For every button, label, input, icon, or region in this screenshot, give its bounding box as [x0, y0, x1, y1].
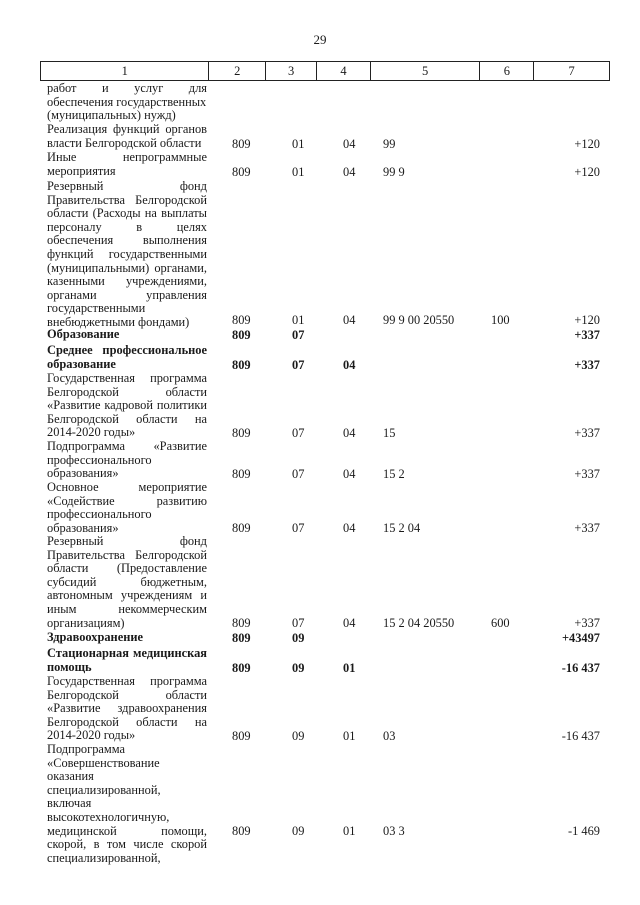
table-row [40, 344, 610, 373]
cell-code: 809 [232, 616, 251, 631]
header-col-2: 2 [209, 62, 266, 80]
cell-sum: -16 437 [561, 729, 600, 744]
table-row [40, 372, 610, 441]
header-col-5: 5 [371, 62, 481, 80]
row-description: Реализация функций органов власти Белгородской области [47, 122, 207, 150]
cell-code: 809 [232, 165, 251, 180]
cell-section: 09 [292, 661, 305, 676]
table-row [40, 82, 610, 123]
cell-code: 809 [232, 729, 251, 744]
header-col-6: 6 [480, 62, 534, 80]
header-col-4: 4 [317, 62, 371, 80]
row-description: Резервный фонд Правительства Белгородской области (Расходы на выплаты персоналу в целях обеспечения выполнения функций государственными (муниципальными) органами, казенными учреждениями, органами управления государственными внебюджетными фондами) [47, 179, 207, 329]
cell-type: 100 [491, 313, 510, 328]
cell-subsection: 04 [343, 426, 356, 441]
table-row [40, 675, 610, 744]
cell-target: 03 3 [383, 824, 405, 839]
row-description: Резервный фонд Правительства Белгородской области (Предоставление субсидий бюджетным, автономным учреждениям и иным некоммерческим организациям) [47, 534, 207, 630]
cell-target: 15 2 04 20550 [383, 616, 455, 631]
cell-section: 09 [292, 631, 305, 646]
header-col-3: 3 [266, 62, 317, 80]
row-description: Государственная программа Белгородской области «Развитие кадровой политики Белгородской области на 2014-2020 годы» [47, 371, 207, 440]
cell-code: 809 [232, 467, 251, 482]
cell-code: 809 [232, 426, 251, 441]
cell-section: 07 [292, 328, 305, 343]
row-description: Здравоохранение [47, 630, 143, 644]
row-description: Подпрограмма «Развитие профессионального образования» [47, 439, 207, 481]
row-description: работ и услуг для обеспечения государственных (муниципальных) нужд) [47, 81, 207, 123]
cell-section: 09 [292, 729, 305, 744]
table-row [40, 180, 610, 328]
cell-sum: -1 469 [567, 824, 600, 839]
cell-section: 07 [292, 358, 305, 373]
table-row [40, 328, 610, 343]
cell-subsection: 01 [343, 661, 356, 676]
cell-target: 03 [383, 729, 396, 744]
row-description: Основное мероприятие «Содействие развитию профессионального образования» [47, 480, 207, 535]
cell-target: 15 2 04 [383, 521, 421, 536]
cell-type: 600 [491, 616, 510, 631]
cell-sum: -16 437 [561, 661, 600, 676]
cell-code: 809 [232, 328, 251, 343]
cell-subsection: 04 [343, 521, 356, 536]
table-row [40, 742, 610, 865]
row-description: Стационарная медицинская помощь [47, 646, 207, 674]
cell-subsection: 01 [343, 824, 356, 839]
row-description: Подпрограмма «Совершенствование оказания специализированной, включая высокотехнологичную, медицинской помощи, скорой, в том числе скорой специализированной, [47, 742, 207, 865]
cell-sum: +337 [574, 426, 600, 441]
cell-target: 99 9 [383, 165, 405, 180]
page-number: 29 [313, 32, 327, 47]
cell-sum: +337 [574, 467, 600, 482]
cell-subsection: 04 [343, 165, 356, 180]
cell-subsection: 04 [343, 137, 356, 152]
cell-sum: +120 [574, 313, 600, 328]
row-description: Среднее профессиональное образование [47, 343, 207, 371]
cell-target: 15 [383, 426, 396, 441]
cell-sum: +337 [574, 616, 600, 631]
cell-section: 09 [292, 824, 305, 839]
cell-subsection: 01 [343, 729, 356, 744]
cell-section: 07 [292, 521, 305, 536]
cell-sum: +43497 [561, 631, 600, 646]
cell-section: 07 [292, 467, 305, 482]
cell-target: 99 [383, 137, 396, 152]
header-col-7: 7 [568, 63, 575, 78]
row-description: Государственная программа Белгородской области «Развитие здравоохранения Белгородской области на 2014-2020 годы» [47, 674, 207, 743]
cell-sum: +337 [574, 328, 600, 343]
table-row [40, 481, 610, 536]
cell-code: 809 [232, 137, 251, 152]
table-row [40, 440, 610, 482]
cell-code: 809 [232, 824, 251, 839]
table-header [40, 61, 610, 81]
cell-code: 809 [232, 631, 251, 646]
cell-section: 01 [292, 313, 305, 328]
cell-section: 07 [292, 616, 305, 631]
cell-target: 99 9 00 20550 [383, 313, 455, 328]
cell-sum: +337 [574, 521, 600, 536]
header-col-1: 1 [41, 62, 209, 80]
cell-sum: +120 [574, 165, 600, 180]
cell-subsection: 04 [343, 358, 356, 373]
table-row [40, 123, 610, 152]
row-description: Образование [47, 327, 120, 341]
table-row [40, 151, 610, 180]
table-row [40, 535, 610, 631]
cell-subsection: 04 [343, 313, 356, 328]
table-row [40, 647, 610, 676]
cell-code: 809 [232, 521, 251, 536]
cell-section: 01 [292, 165, 305, 180]
cell-section: 07 [292, 426, 305, 441]
cell-target: 15 2 [383, 467, 405, 482]
cell-sum: +337 [574, 358, 600, 373]
cell-section: 01 [292, 137, 305, 152]
table-row [40, 631, 610, 646]
cell-code: 809 [232, 661, 251, 676]
cell-code: 809 [232, 358, 251, 373]
cell-subsection: 04 [343, 616, 356, 631]
cell-code: 809 [232, 313, 251, 328]
row-description: Иные непрограммные мероприятия [47, 150, 207, 178]
cell-sum: +120 [574, 137, 600, 152]
cell-subsection: 04 [343, 467, 356, 482]
